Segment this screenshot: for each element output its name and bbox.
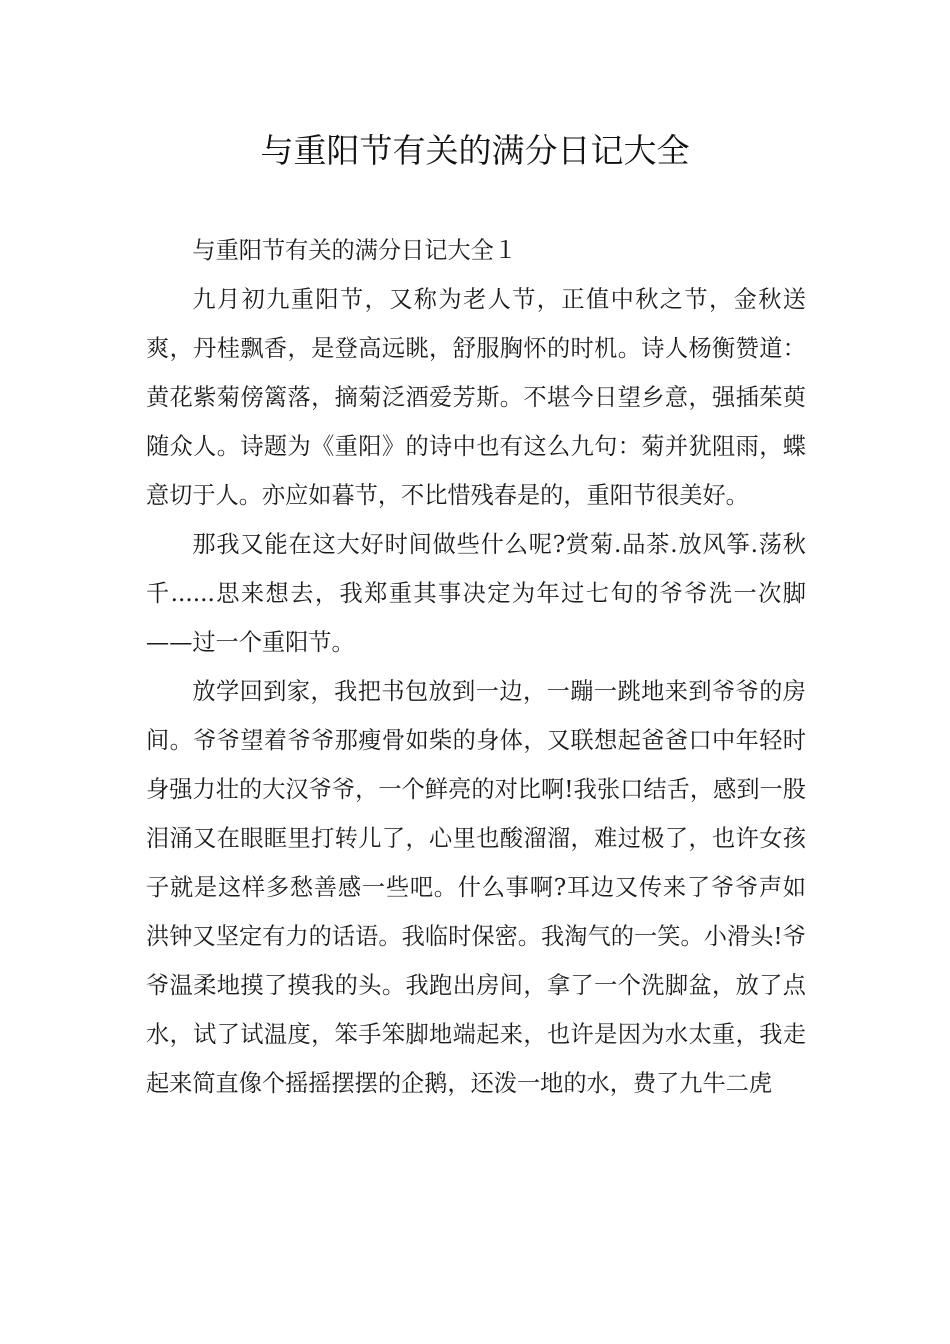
paragraph-2: 那我又能在这大好时间做些什么呢?赏菊.品茶.放风筝.荡秋千......思来想去，我郑重其事决定为年过七旬的爷爷洗一次脚——过一个重阳节。 [146,531,806,656]
section-heading: 与重阳节有关的满分日记大全１ [192,237,518,264]
document-title: 与重阳节有关的满分日记大全 [260,131,690,170]
document-body [146,226,806,1108]
paragraph-3: 放学回到家，我把书包放到一边，一蹦一跳地来到爷爷的房间。爷爷望着爷爷那瘦骨如柴的身体，又联想起爸爸口中年轻时身强力壮的大汉爷爷，一个鲜亮的对比啊!我张口结舌，感到一股泪涌又在眼眶里打转儿了，心里也酸溜溜，难过极了，也许女孩子就是这样多愁善感一些吧。什么事啊?耳边又传来了爷爷声如洪钟又坚定有力的话语。我临时保密。我淘气的一笑。小滑头!爷爷温柔地摸了摸我的头。我跑出房间，拿了一个洗脚盆，放了点水，试了试温度，笨手笨脚地端起来，也许是因为水太重，我走起来简直像个摇摇摆摆的企鹅，还泼一地的水，费了九牛二虎 [146,678,806,1097]
paragraph-1: 九月初九重阳节，又称为老人节，正值中秋之节，金秋送爽，丹桂飘香，是登高远眺，舒服胸怀的时机。诗人杨衡赞道：黄花紫菊傍篱落，摘菊泛酒爱芳斯。不堪今日望乡意，强插茱萸随众人。诗题为《重阳》的诗中也有这么九句：菊并犹阻雨，蝶意切于人。亦应如暮节，不比惜残春是的，重阳节很美好。 [146,286,806,509]
